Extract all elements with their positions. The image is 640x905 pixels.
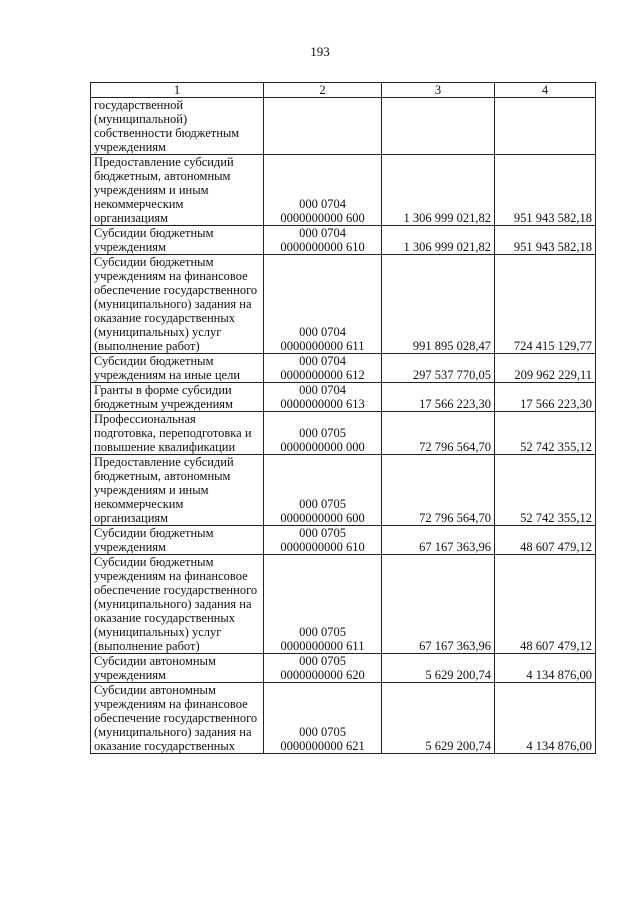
row-col4: 951 943 582,18 [495, 226, 596, 255]
row-code [264, 98, 382, 155]
row-name: Субсидии бюджетным учреждениям на иные цели [91, 354, 264, 383]
row-code: 000 0705 0000000000 611 [264, 555, 382, 654]
table-row [91, 98, 596, 155]
table-row [91, 526, 596, 555]
row-name: Предоставление субсидий бюджетным, автономным учреждениям и иным некоммерческим организациям [91, 155, 264, 226]
row-col4: 209 962 229,11 [495, 354, 596, 383]
budget-table [90, 82, 596, 754]
row-code: 000 0705 0000000000 600 [264, 455, 382, 526]
row-name: Субсидии бюджетным учреждениям [91, 526, 264, 555]
row-col4 [495, 98, 596, 155]
row-name: Гранты в форме субсидии бюджетным учреждениям [91, 383, 264, 412]
row-name: Субсидии бюджетным учреждениям на финансовое обеспечение государственного (муниципального) задания на оказание государственных (муниципальных) услуг (выполнение работ) [91, 255, 264, 354]
row-col4: 951 943 582,18 [495, 155, 596, 226]
table-row [91, 255, 596, 354]
row-name: Предоставление субсидий бюджетным, автономным учреждениям и иным некоммерческим организациям [91, 455, 264, 526]
row-col4: 4 134 876,00 [495, 683, 596, 754]
header-col-1: 1 [91, 83, 264, 98]
row-code: 000 0704 0000000000 611 [264, 255, 382, 354]
row-col4: 48 607 479,12 [495, 526, 596, 555]
row-code: 000 0704 0000000000 612 [264, 354, 382, 383]
row-col3: 67 167 363,96 [382, 526, 495, 555]
header-col-2: 2 [264, 83, 382, 98]
table-row [91, 354, 596, 383]
table-row [91, 455, 596, 526]
row-col3: 17 566 223,30 [382, 383, 495, 412]
header-col-4: 4 [495, 83, 596, 98]
row-col3: 991 895 028,47 [382, 255, 495, 354]
row-col3: 1 306 999 021,82 [382, 226, 495, 255]
row-code: 000 0704 0000000000 613 [264, 383, 382, 412]
table-row [91, 555, 596, 654]
row-code: 000 0705 0000000000 620 [264, 654, 382, 683]
row-name: Субсидии бюджетным учреждениям [91, 226, 264, 255]
row-code: 000 0704 0000000000 600 [264, 155, 382, 226]
row-col3: 72 796 564,70 [382, 412, 495, 455]
header-col-3: 3 [382, 83, 495, 98]
row-col3: 1 306 999 021,82 [382, 155, 495, 226]
row-col4: 52 742 355,12 [495, 412, 596, 455]
row-col4: 17 566 223,30 [495, 383, 596, 412]
table-row [91, 226, 596, 255]
table-row [91, 155, 596, 226]
row-col3: 297 537 770,05 [382, 354, 495, 383]
row-code: 000 0705 0000000000 610 [264, 526, 382, 555]
table-header-row [91, 83, 596, 98]
table-row [91, 412, 596, 455]
row-name: Субсидии автономным учреждениям на финансовое обеспечение государственного (муниципального) задания на оказание государственных [91, 683, 264, 754]
row-code: 000 0705 0000000000 000 [264, 412, 382, 455]
table-row [91, 683, 596, 754]
row-name: государственной (муниципальной) собственности бюджетным учреждениям [91, 98, 264, 155]
row-code: 000 0704 0000000000 610 [264, 226, 382, 255]
table-row [91, 383, 596, 412]
row-col3 [382, 98, 495, 155]
page-number: 193 [310, 44, 330, 59]
row-col4: 4 134 876,00 [495, 654, 596, 683]
row-col3: 5 629 200,74 [382, 654, 495, 683]
row-col4: 724 415 129,77 [495, 255, 596, 354]
row-col4: 52 742 355,12 [495, 455, 596, 526]
table-row [91, 654, 596, 683]
row-col3: 67 167 363,96 [382, 555, 495, 654]
row-code: 000 0705 0000000000 621 [264, 683, 382, 754]
row-name: Субсидии бюджетным учреждениям на финансовое обеспечение государственного (муниципального) задания на оказание государственных (муниципальных) услуг (выполнение работ) [91, 555, 264, 654]
row-name: Профессиональная подготовка, переподготовка и повышение квалификации [91, 412, 264, 455]
row-col4: 48 607 479,12 [495, 555, 596, 654]
row-col3: 5 629 200,74 [382, 683, 495, 754]
row-name: Субсидии автономным учреждениям [91, 654, 264, 683]
row-col3: 72 796 564,70 [382, 455, 495, 526]
